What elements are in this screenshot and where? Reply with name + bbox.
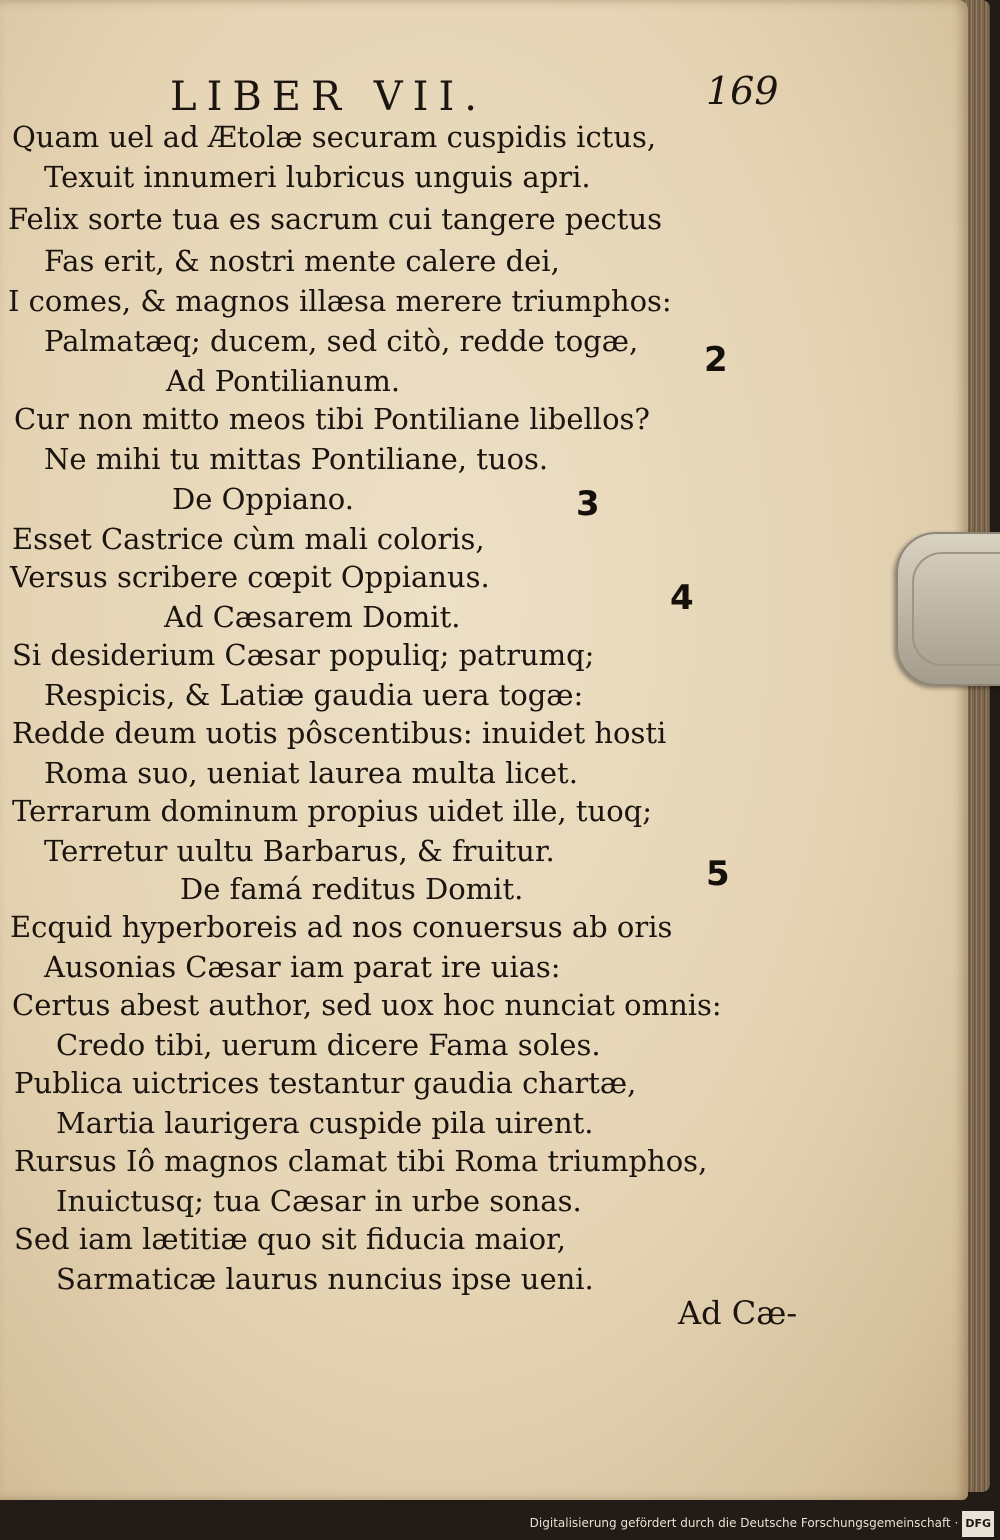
running-head: LIBER VII. bbox=[170, 74, 487, 120]
credit-text: Digitalisierung gefördert durch die Deutsche Forschungsgemeinschaft · bbox=[529, 1516, 959, 1530]
text-line: Roma suo, ueniat laurea multa licet. bbox=[44, 756, 578, 790]
text-line: Felix sorte tua es sacrum cui tangere pectus bbox=[8, 202, 663, 236]
margin-number-mark: 2 bbox=[704, 340, 728, 380]
text-line: Cur non mitto meos tibi Pontiliane libellos? bbox=[14, 402, 650, 436]
text-line: Respicis, & Latiæ gaudia uera togæ: bbox=[44, 678, 584, 712]
text-line: Palmatæq; ducem, sed citò, redde togæ, bbox=[44, 324, 639, 358]
dfg-logo: DFG bbox=[962, 1511, 994, 1537]
section-heading: Ad Pontilianum. bbox=[166, 364, 401, 398]
text-line: Credo tibi, uerum dicere Fama soles. bbox=[56, 1028, 601, 1062]
text-line: Quam uel ad Ætolæ securam cuspidis ictus, bbox=[12, 120, 657, 154]
text-line: Ausonias Cæsar iam parat ire uias: bbox=[44, 950, 561, 984]
text-line: Terrarum dominum propius uidet ille, tuoq; bbox=[12, 794, 652, 828]
text-line: Sed iam lætitiæ quo sit fiducia maior, bbox=[14, 1222, 566, 1256]
catchword: Ad Cæ- bbox=[678, 1294, 798, 1332]
text-line: Ecquid hyperboreis ad nos conuersus ab oris bbox=[10, 910, 673, 944]
text-line: Esset Castrice cùm mali coloris, bbox=[12, 522, 485, 556]
section-heading: Ad Cæsarem Domit. bbox=[164, 600, 461, 634]
page-number: 169 bbox=[706, 69, 779, 113]
text-line: Rursus Iô magnos clamat tibi Roma triumphos, bbox=[14, 1144, 708, 1178]
section-heading: De famá reditus Domit. bbox=[180, 872, 524, 906]
section-heading: De Oppiano. bbox=[172, 482, 354, 516]
text-line: Sarmaticæ laurus nuncius ipse ueni. bbox=[56, 1262, 594, 1296]
text-line: Texuit innumeri lubricus unguis apri. bbox=[44, 160, 591, 194]
text-line: Martia laurigera cuspide pila uirent. bbox=[56, 1106, 594, 1140]
text-line: Si desiderium Cæsar populiq; patrumq; bbox=[12, 638, 595, 672]
text-line: I comes, & magnos illæsa merere triumphos: bbox=[8, 284, 672, 318]
text-line: Fas erit, & nostri mente calere dei, bbox=[44, 244, 560, 278]
text-line: Certus abest author, sed uox hoc nunciat omnis: bbox=[12, 988, 722, 1022]
text-line: Terretur uultu Barbarus, & fruitur. bbox=[44, 834, 555, 868]
margin-number-mark: 4 bbox=[670, 578, 694, 618]
text-line: Publica uictrices testantur gaudia chartæ, bbox=[14, 1066, 637, 1100]
text-line: Redde deum uotis pôscentibus: inuidet hosti bbox=[12, 716, 667, 750]
margin-number-mark: 3 bbox=[576, 484, 600, 524]
text-line: Inuictusq; tua Cæsar in urbe sonas. bbox=[56, 1184, 582, 1218]
margin-number-mark: 5 bbox=[706, 854, 730, 894]
text-line: Ne mihi tu mittas Pontiliane, tuos. bbox=[44, 442, 549, 476]
digitization-credit bbox=[530, 1510, 994, 1536]
text-line: Versus scribere cœpit Oppianus. bbox=[10, 560, 490, 594]
